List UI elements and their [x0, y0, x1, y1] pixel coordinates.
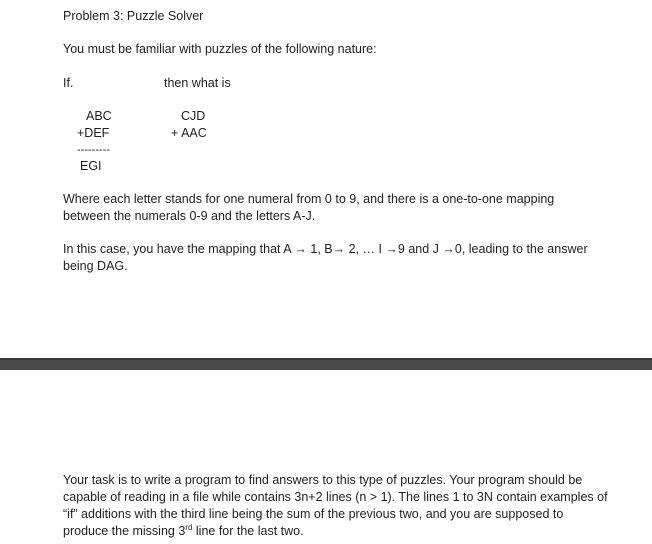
document-page-2: [0, 370, 652, 544]
left-puzzle-separator: ---------: [77, 144, 110, 156]
task-paragraph: [63, 472, 608, 540]
task-paragraph-text: Your task is to write a program to find answers to this type of puzzles. Your program should be capable of reading in a file while contains 3n+2 lines (n > 1). The lines 1 to 3N contain examples of “if” additions with the third line being the sum of the previous two, and you are supposed to produce the missing 3: [63, 473, 608, 538]
left-puzzle-line2: +DEF: [77, 126, 110, 140]
task-paragraph-end: line for the last two.: [192, 524, 304, 538]
ordinal-suffix: rd: [185, 522, 193, 532]
mapping-paragraph: Where each letter stands for one numeral from 0 to 9, and there is a one-to-one mapping between the numerals 0-9 and the letters A-J.: [63, 192, 555, 223]
left-puzzle-line1: ABC: [86, 109, 112, 123]
then-label: then what is: [164, 76, 231, 90]
example-paragraph: In this case, you have the mapping that A → 1, B→ 2, … I →9 and J →0, leading to the answer being DAG.: [63, 242, 588, 273]
if-label: If.: [63, 76, 74, 90]
intro-text: You must be familiar with puzzles of the following nature:: [63, 42, 377, 56]
right-puzzle-line1: CJD: [181, 109, 206, 123]
problem-title: Problem 3: Puzzle Solver: [63, 9, 204, 23]
left-puzzle-result: EGI: [80, 159, 102, 173]
page-separator: [0, 358, 652, 370]
right-puzzle-line2: + AAC: [171, 126, 207, 140]
